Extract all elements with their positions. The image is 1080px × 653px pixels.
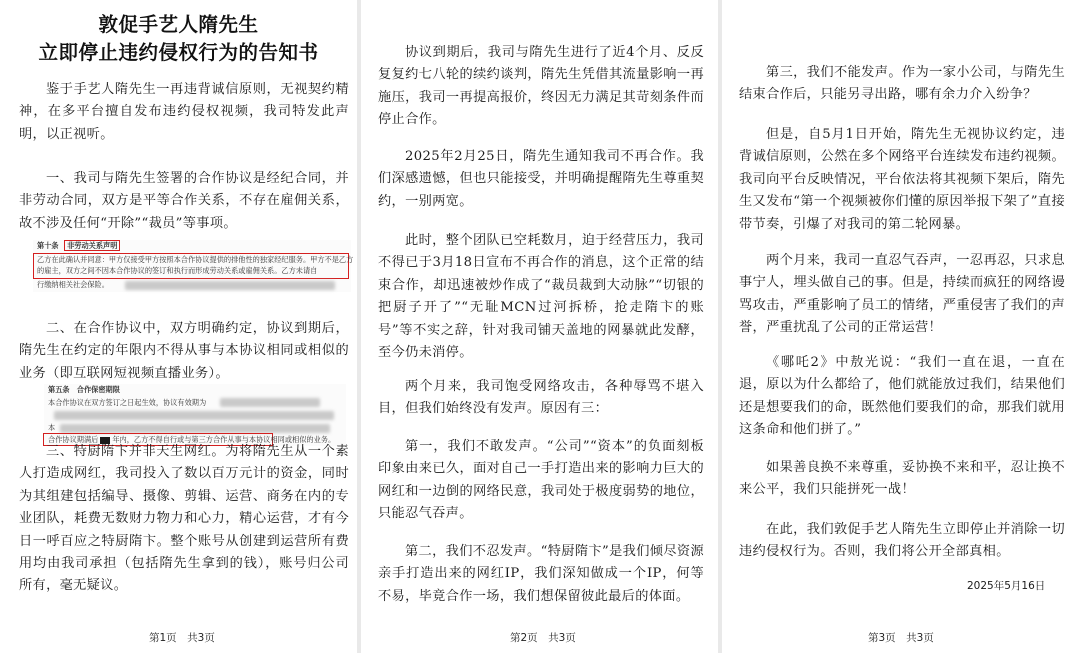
- intro-paragraph: 鉴于手艺人隋先生一再违背诚信原则，无视契约精神，在多平台擅自发布违约侵权视频，我司特发此声明，以正视听。: [19, 82, 349, 142]
- page-3-paragraph-3: 两个月来，我司一直忍气吞声，一忍再忍，只求息事宁人，埋头做自己的事。但是，持续而疯狂的网络谩骂攻击，严重影响了员工的情绪，严重侵害了我们的声誉，严重扰乱了公司的正常运营！: [739, 253, 1065, 336]
- excerpt-1-heading: [37, 241, 120, 251]
- document-title-line2: 立即停止违约侵权行为的告知书: [38, 41, 319, 64]
- page-2-paragraph-6: 第二，我们不忍发声。“特厨隋卞”是我们倾尽资源亲手打造出来的网红IP，我们深知做成一个IP，何等不易，毕竟合作一场，我们想保留彼此最后的体面。: [378, 544, 704, 604]
- excerpt-1-line-1: 乙方在此确认并同意：甲方仅接受甲方按照本合作协议提供的排他性的独家经纪服务。甲方不是乙方: [37, 255, 354, 264]
- excerpt-1-heading-boxed: 非劳动关系声明: [64, 240, 120, 251]
- excerpt-2-blurred-text-1: [220, 398, 320, 407]
- excerpt-2-line-3-boxed: 合作协议期满后: [48, 435, 99, 444]
- page-2-paragraph-3: 此时，整个团队已空耗数月，迫于经营压力，我司不得已于3月18日宣布不再合作的消息，这个正常的结束合作，却迅速被炒作成了“裁员裁到大动脉”“切银的把厨子开了”“无耻MCN过河拆桥，抢走隋卞的账号”等不实之辞，针对我司铺天盖地的网暴就此发酵，至今仍未消停。: [378, 233, 704, 361]
- document-date: 2025年5月16日: [967, 580, 1046, 592]
- contract-excerpt-image-2: [44, 384, 346, 446]
- clause-3-paragraph: 三、特厨隋卞并非天生网红。为将隋先生从一个素人打造成网红，我司投入了数以百万元计的资金，同时为其组建包括编导、摄像、剪辑、运营、商务在内的专业团队，耗费无数财力物力和心力，精心运营，才有今日一呼百应之特厨隋卞。整个账号从创建到运营所有费用均由我司承担（包括隋先生拿到的钱），账号归公司所有，毫无疑议。: [19, 444, 349, 594]
- excerpt-1-line-2: 的雇主，双方之间不因本合作协议的签订和执行而形成劳动关系或雇佣关系。乙方未请自: [37, 266, 318, 275]
- excerpt-2-blurred-text-2: [54, 411, 334, 420]
- excerpt-2-line-1: 本合作协议在双方签订之日起生效，协议有效期为: [48, 398, 207, 407]
- page-3-paragraph-5: 如果善良换不来尊重，妥协换不来和平，忍让换不来公平，我们只能拼死一战！: [739, 460, 1065, 498]
- excerpt-1-line-3: 行缴纳相关社会保险。: [37, 280, 109, 289]
- excerpt-2-heading: 第五条 合作保密期限: [48, 385, 120, 394]
- excerpt-1-blurred-text: [125, 281, 335, 290]
- page-2: [361, 0, 718, 653]
- page-3-footer: 第3页 共3页: [868, 632, 934, 644]
- page-3-paragraph-4: 《哪吒2》中敖光说：“我们一直在退，一直在退，原以为什么都给了，他们就能放过我们，结果他们还是想要我们的命，既然他们要我们的命，那我们就用这条命和他们拼了。”: [739, 355, 1065, 438]
- page-3-paragraph-1: 第三，我们不能发声。作为一家小公司，与隋先生结束合作后，只能另寻出路，哪有余力介入纷争？: [739, 65, 1065, 103]
- page-2-paragraph-5: 第一，我们不敢发声。“公司”“资本”的负面刻板印象由来已久，面对自己一手打造出来的影响力巨大的网红和一边倒的网络民意，我司处于极度弱势的地位，只能忍气吞声。: [378, 439, 704, 522]
- excerpt-2-blurred-text-3: [60, 424, 330, 433]
- page-3: [722, 0, 1080, 653]
- contract-excerpt-image-1: [33, 240, 354, 292]
- page-2-paragraph-2: 2025年2月25日，隋先生通知我司不再合作。我们深感遗憾，但也只能接受，并明确提醒隋先生尊重契约，一别两宽。: [378, 149, 704, 209]
- excerpt-2-line-2: 本: [48, 423, 56, 432]
- page-3-paragraph-6: 在此，我们敦促手艺人隋先生立即停止并消除一切违约侵权行为。否则，我们将公开全部真相。: [739, 522, 1065, 560]
- page-3-paragraph-2: 但是，自5月1日开始，隋先生无视协议约定，违背诚信原则，公然在多个网络平台连续发布违约视频。我司向平台反映情况，平台依法将其视频下架后，隋先生又发布“第一个视频被你们懂的原因举报下架了”直接带节奏，引爆了对我司的第二轮网暴。: [739, 127, 1065, 232]
- page-2-footer: 第2页 共3页: [510, 632, 576, 644]
- excerpt-2-line-3-rest: 年内，乙方不得自行或与第三方合作从事与本协议相同或相似的业务。: [112, 435, 336, 444]
- clause-1-paragraph: 一、我司与隋先生签署的合作协议是经纪合同，并非劳动合同，双方是平等合作关系，不存在雇佣关系，故不涉及任何“开除”“裁员”等事项。: [19, 171, 349, 231]
- document-title-line1: 敦促手艺人隋先生: [98, 13, 259, 36]
- page-1-footer: 第1页 共3页: [149, 632, 215, 644]
- page-1: [0, 0, 357, 653]
- page-2-paragraph-1: 协议到期后，我司与隋先生进行了近4个月、反反复复约七八轮的续约谈判，隋先生凭借其流量影响一再施压，我司一再提高报价，终因无力满足其苛刻条件而停止合作。: [378, 45, 704, 128]
- excerpt-1-heading-prefix: 第十条: [37, 241, 59, 250]
- page-2-paragraph-4: 两个月来，我司饱受网络攻击，各种辱骂不堪入目，但我们始终没有发声。原因有三：: [378, 379, 704, 417]
- clause-2-paragraph: 二、在合作协议中，双方明确约定，协议到期后，隋先生在约定的年限内不得从事与本协议相同或相似的业务（即互联网短视频直播业务）。: [19, 321, 349, 381]
